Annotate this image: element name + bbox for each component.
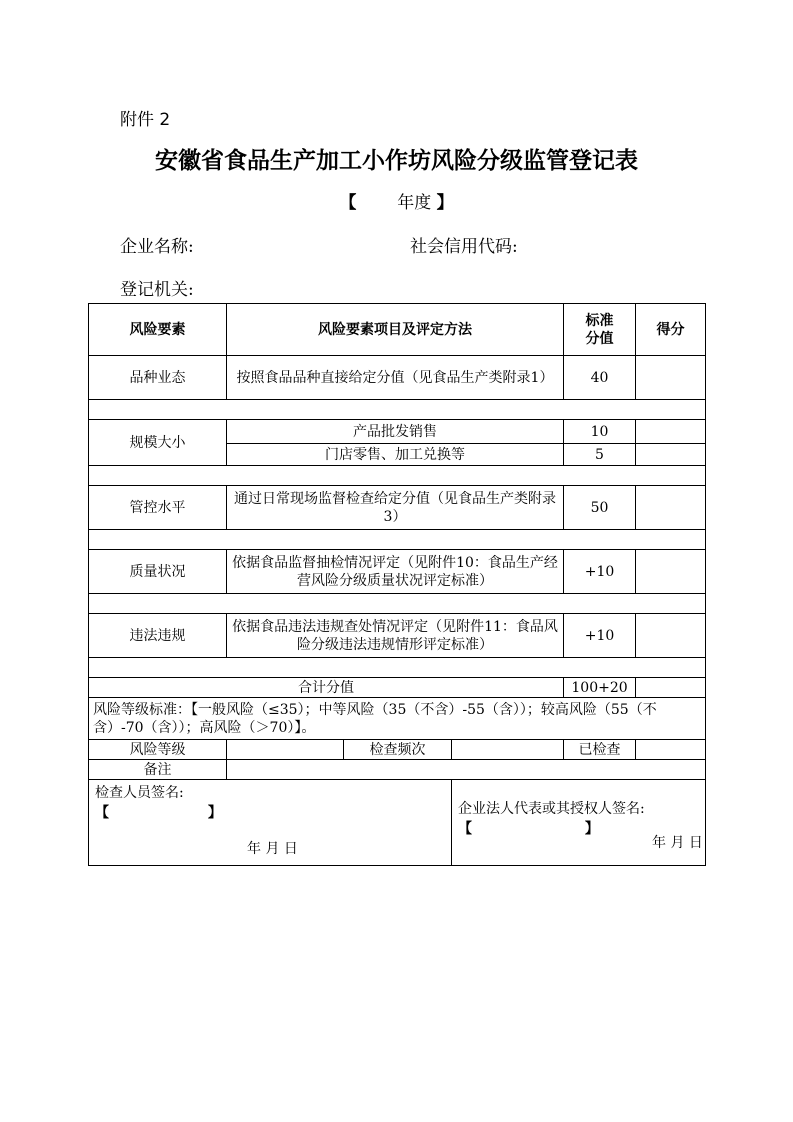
- total-label: 合计分值: [89, 678, 564, 698]
- registry-label: 登记机关:: [120, 280, 194, 300]
- rep-sign-label: 企业法人代表或其授权人签名:: [458, 801, 645, 817]
- risk-level-label: 风险等级: [89, 740, 227, 760]
- quality-method: 依据食品监督抽检情况评定（见附件10：食品生产经营风险分级质量状况评定标准）: [227, 550, 564, 594]
- spacer-row: [89, 530, 706, 550]
- total-score-cell[interactable]: [636, 678, 706, 698]
- inspector-sign-label: 检查人员签名:: [95, 785, 184, 801]
- scale-score-cell-1[interactable]: [636, 420, 706, 444]
- inspect-freq-label: 检查频次: [344, 740, 452, 760]
- quality-value: +10: [564, 550, 636, 594]
- spacer-row: [89, 466, 706, 486]
- table-row: [89, 486, 706, 530]
- rep-bracket-close: 】: [584, 821, 599, 837]
- rep-bracket-open: 【: [458, 821, 472, 837]
- header-standard-line1: 标准: [585, 312, 614, 329]
- table-row: [89, 550, 706, 594]
- document-title: 安徽省食品生产加工小作坊风险分级监管登记表: [155, 148, 638, 174]
- header-row: [89, 304, 706, 356]
- header-score: 得分: [636, 304, 706, 356]
- risk-level-row: [89, 740, 706, 760]
- remarks-cell[interactable]: [227, 760, 706, 780]
- header-method: 风险要素项目及评定方法: [227, 304, 564, 356]
- inspector-bracket-close: 】: [207, 805, 222, 821]
- scale-method-1: 产品批发销售: [227, 420, 564, 444]
- quality-factor: 质量状况: [89, 550, 227, 594]
- inspect-freq-cell[interactable]: [452, 740, 564, 760]
- control-method: 通过日常现场监督检查给定分值（见食品生产类附录3）: [227, 486, 564, 530]
- remarks-label: 备注: [89, 760, 227, 780]
- variety-value: 40: [564, 356, 636, 400]
- control-factor: 管控水平: [89, 486, 227, 530]
- signature-row: [89, 780, 706, 866]
- control-score-cell[interactable]: [636, 486, 706, 530]
- rep-date: 年 月 日: [652, 835, 703, 851]
- scale-score-cell-2[interactable]: [636, 444, 706, 466]
- credit-code-label: 社会信用代码:: [410, 237, 518, 257]
- spacer-row: [89, 400, 706, 420]
- year-bracket-close: 】: [436, 193, 454, 213]
- year-text: 年度: [397, 193, 432, 213]
- header-standard: [564, 304, 636, 356]
- attachment-label: 附件 2: [120, 110, 171, 130]
- violation-factor: 违法违规: [89, 614, 227, 658]
- variety-score-cell[interactable]: [636, 356, 706, 400]
- control-value: 50: [564, 486, 636, 530]
- spacer-row: [89, 594, 706, 614]
- year-bracket-open: 【: [339, 193, 357, 213]
- company-name-label: 企业名称:: [120, 237, 194, 257]
- scale-factor: 规模大小: [89, 420, 227, 466]
- header-standard-line2: 分值: [585, 330, 614, 347]
- table-row: [89, 420, 706, 444]
- registration-table: [88, 303, 706, 866]
- rep-signature-cell[interactable]: [452, 780, 706, 866]
- variety-factor: 品种业态: [89, 356, 227, 400]
- table-row: [89, 614, 706, 658]
- inspector-bracket-open: 【: [95, 805, 109, 821]
- inspected-label: 已检查: [564, 740, 636, 760]
- inspector-date: 年 月 日: [247, 841, 298, 857]
- risk-standard-text: 风险等级标准：【一般风险（≤35）；中等风险（35（不含）-55（含））；较高风险（55（不含）-70（含））；高风险（＞70）】。: [89, 698, 706, 740]
- risk-level-cell[interactable]: [227, 740, 344, 760]
- remarks-row: [89, 760, 706, 780]
- table-row: [89, 356, 706, 400]
- spacer-row: [89, 658, 706, 678]
- scale-method-2: 门店零售、加工兑换等: [227, 444, 564, 466]
- violation-method: 依据食品违法违规查处情况评定（见附件11：食品风险分级违法违规情形评定标准）: [227, 614, 564, 658]
- violation-score-cell[interactable]: [636, 614, 706, 658]
- total-row: [89, 678, 706, 698]
- header-factor: 风险要素: [89, 304, 227, 356]
- total-value: 100+20: [564, 678, 636, 698]
- year-line: [0, 188, 793, 213]
- standard-row: [89, 698, 706, 740]
- variety-method: 按照食品品种直接给定分值（见食品生产类附录1）: [227, 356, 564, 400]
- violation-value: +10: [564, 614, 636, 658]
- inspector-signature-cell[interactable]: [89, 780, 452, 866]
- scale-value-1: 10: [564, 420, 636, 444]
- inspected-cell[interactable]: [636, 740, 706, 760]
- scale-value-2: 5: [564, 444, 636, 466]
- quality-score-cell[interactable]: [636, 550, 706, 594]
